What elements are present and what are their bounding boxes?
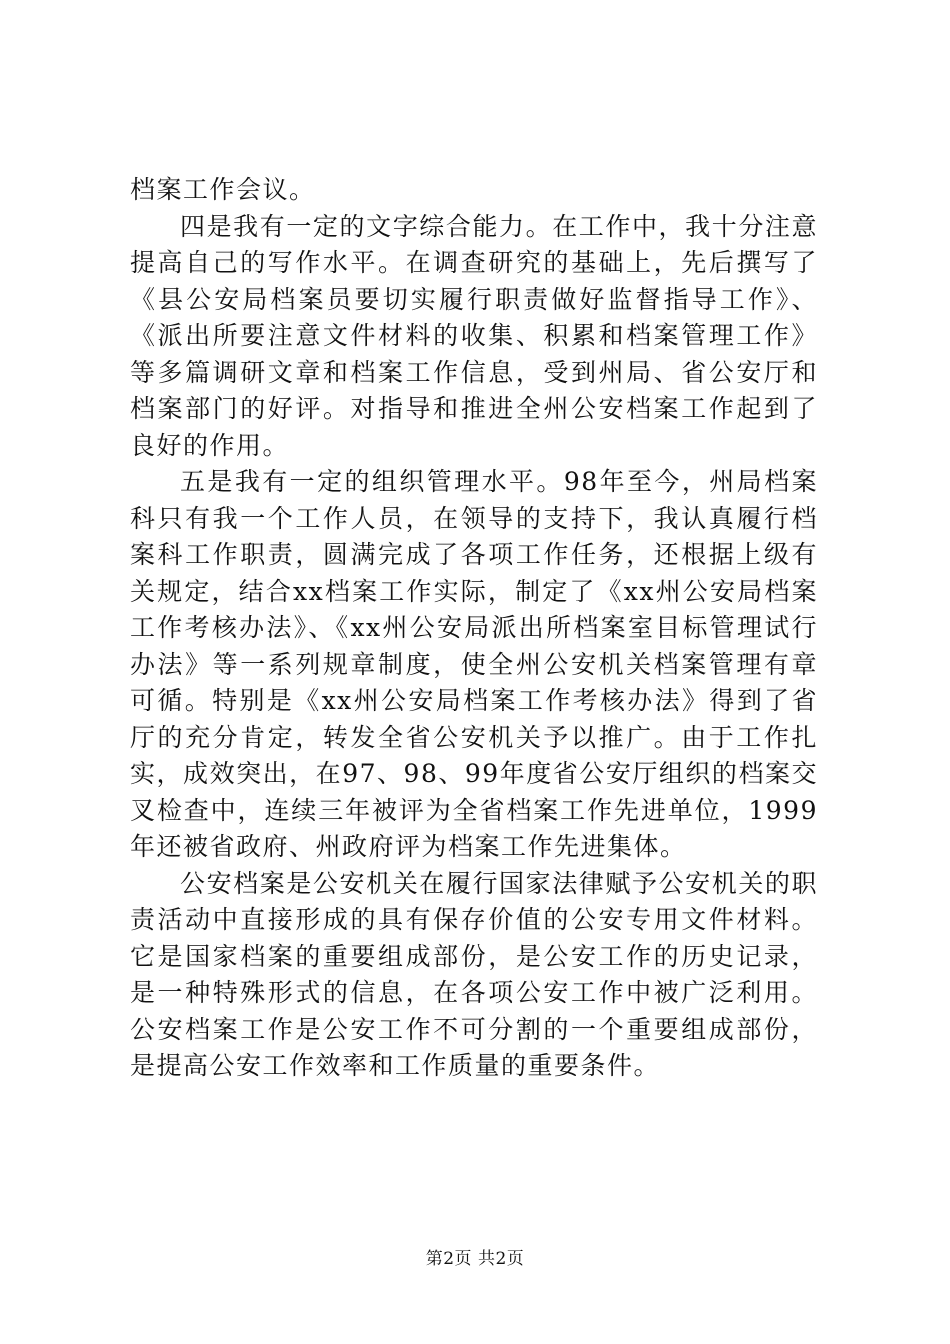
document-body	[130, 172, 818, 1085]
paragraph-police-archives: 公安档案是公安机关在履行国家法律赋予公安机关的职责活动中直接形成的具有保存价值的公安专用文件材料。它是国家档案的重要组成部份，是公安工作的历史记录，是一种特殊形式的信息，在各项公安工作中被广泛利用。公安档案工作是公安工作不可分割的一个重要组成部份，是提高公安工作效率和工作质量的重要条件。	[130, 868, 818, 1080]
paragraph-management-ability: 五是我有一定的组织管理水平。98年至今，州局档案科只有我一个工作人员，在领导的支持下，我认真履行档案科工作职责，圆满完成了各项工作任务，还根据上级有关规定，结合xx档案工作实际，制定了《xx州公安局档案工作考核办法》、《xx州公安局派出所档案室目标管理试行办法》等一系列规章制度，使全州公安机关档案管理有章可循。特别是《xx州公安局档案工作考核办法》得到了省厅的充分肯定，转发全省公安机关予以推广。由于工作扎实，成效突出，在97、98、99年度省公安厅组织的档案交叉检查中，连续三年被评为全省档案工作先进单位，1999年还被省政府、州政府评为档案工作先进集体。	[130, 467, 818, 861]
paragraph-writing-ability: 四是我有一定的文字综合能力。在工作中，我十分注意提高自己的写作水平。在调查研究的基础上，先后撰写了《县公安局档案员要切实履行职责做好监督指导工作》、《派出所要注意文件材料的收集、积累和档案管理工作》等多篇调研文章和档案工作信息，受到州局、省公安厅和档案部门的好评。对指导和推进全州公安档案工作起到了良好的作用。	[130, 211, 818, 460]
page-number-footer: 第2页 共2页	[425, 1249, 525, 1269]
paragraph-continuation: 档案工作会议。	[130, 175, 316, 204]
